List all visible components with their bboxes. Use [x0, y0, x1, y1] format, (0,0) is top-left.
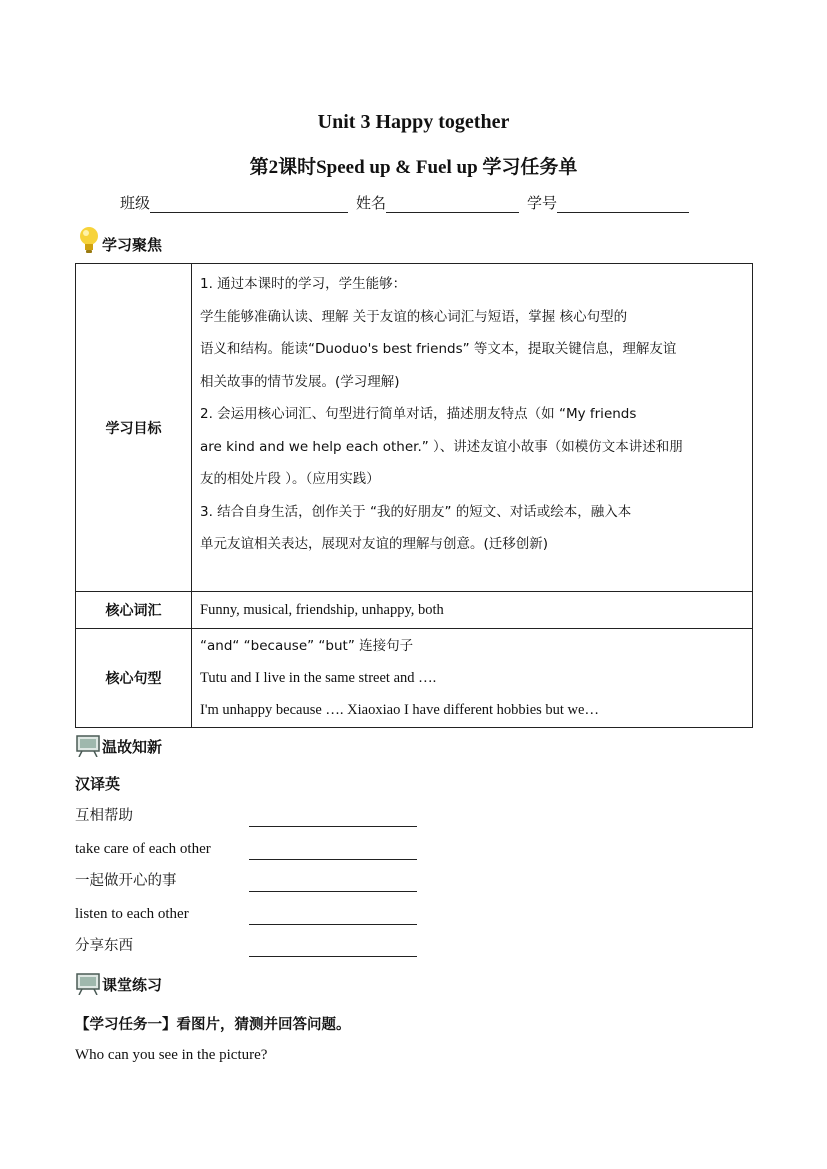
answer-line[interactable] [249, 923, 417, 925]
sentence-pattern-line: Tutu and I live in the same street and …. [200, 670, 437, 686]
name-field[interactable] [386, 194, 519, 213]
answer-line[interactable] [249, 858, 417, 860]
sentences-row [76, 629, 753, 728]
translation-prompt: listen to each other [75, 906, 189, 922]
lesson-subtitle: 第2课时Speed up & Fuel up 学习任务单 [249, 157, 578, 178]
sentences-content [192, 629, 753, 728]
easel-icon [76, 735, 100, 757]
student-id-label: 学号 [527, 194, 558, 212]
translation-prompt: 一起做开心的事 [75, 873, 177, 889]
sentence-pattern-line: “and“ “because” “but” 连接句子 [200, 638, 414, 654]
translation-item [75, 870, 420, 892]
objective-line: 相关故事的情节发展。(学习理解) [200, 373, 400, 390]
objectives-row [76, 264, 753, 592]
translation-prompt: take care of each other [75, 841, 211, 857]
objective-line: 2. 会运用核心词汇、句型进行简单对话，描述朋友特点（如 “My friends [200, 406, 637, 422]
focus-section-heading [78, 225, 162, 255]
translation-prompt: 互相帮助 [75, 808, 133, 824]
translation-item [75, 903, 420, 925]
answer-line[interactable] [249, 825, 417, 827]
vocabulary-row [76, 592, 753, 629]
name-label: 姓名 [356, 194, 387, 212]
objectives-label: 学习目标 [76, 264, 192, 592]
objective-line: 单元友谊相关表达，展现对友谊的理解与创意。(迁移创新) [200, 536, 549, 552]
unit-title: Unit 3 Happy together [317, 111, 510, 133]
class-label: 班级 [120, 194, 151, 212]
review-section-title: 温故知新 [102, 738, 163, 756]
student-info-row [120, 192, 697, 213]
sentence-pattern-line: I'm unhappy because …. Xiaoxiao I have different hobbies but we… [200, 702, 599, 718]
vocabulary-label: 核心词汇 [76, 592, 192, 629]
objectives-content [192, 264, 753, 592]
easel-icon [76, 973, 100, 995]
translation-title: 汉译英 [75, 775, 121, 793]
objective-line: are kind and we help each other.” ）、讲述友谊小故事（如模仿文本讲述和朋 [200, 438, 683, 455]
task1-title: 【学习任务一】看图片，猜测并回答问题。 [75, 1017, 351, 1033]
translation-item [75, 838, 420, 860]
vocabulary-content [192, 592, 753, 629]
vocabulary-text: Funny, musical, friendship, unhappy, both [200, 602, 444, 618]
objective-line: 语义和结构。能读“Duoduo's best friends” 等文本，提取关键信息，理解友谊 [200, 341, 677, 357]
translation-item [75, 935, 420, 957]
learning-focus-table [75, 263, 753, 728]
review-section-heading [76, 735, 162, 757]
practice-section-heading [76, 973, 162, 995]
task1-question: Who can you see in the picture? [75, 1047, 268, 1063]
objective-line: 学生能够准确认读、理解 关于友谊的核心词汇与短语，掌握 核心句型的 [200, 308, 628, 325]
lightbulb-icon [78, 225, 100, 255]
objective-line: 1. 通过本课时的学习，学生能够： [200, 276, 407, 292]
sentences-label: 核心句型 [76, 629, 192, 728]
answer-line[interactable] [249, 890, 417, 892]
objective-line: 3. 结合自身生活，创作关于 “我的好朋友” 的短文、对话或绘本，融入本 [200, 503, 632, 520]
translation-item [75, 805, 420, 827]
answer-line[interactable] [249, 955, 417, 957]
class-field[interactable] [150, 194, 348, 213]
practice-section-title: 课堂练习 [102, 976, 163, 994]
translation-prompt: 分享东西 [75, 938, 133, 954]
student-id-field[interactable] [557, 194, 689, 213]
focus-section-title: 学习聚焦 [102, 236, 163, 254]
objective-line: 友的相处片段 ）。（应用实践） [200, 471, 380, 487]
